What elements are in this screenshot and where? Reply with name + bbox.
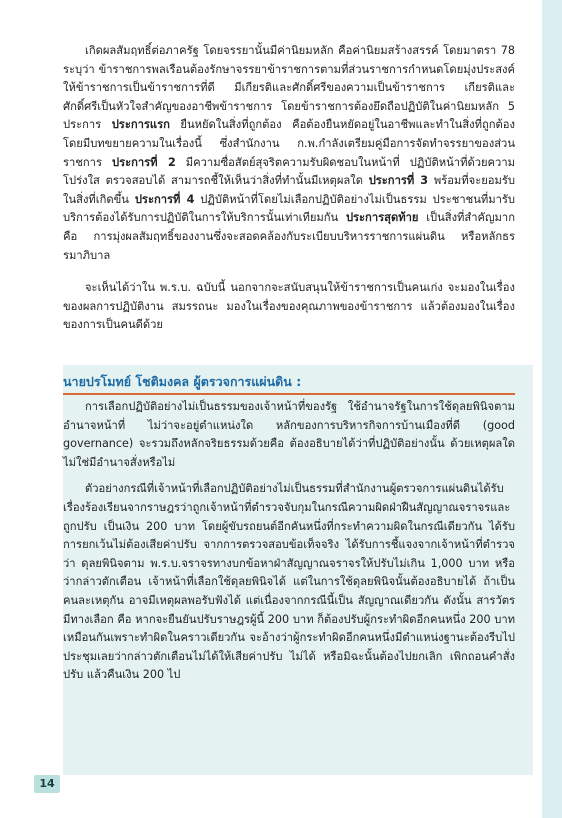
page-edge-strip	[542, 0, 562, 818]
text-segment: ยืนหยัดในสิ่งที่ถูกต้อง คือต้องยืนหยัดอยู่ในอาชีพและทำในสิ่งที่ถูกต้อง โดยมีบทขยายความในเรื่องนี้ ซึ่งสำนักงาน ก.พ.กำลังเตรียมคู่มือการจัดทำจรรยาของส่วนราชการ	[63, 118, 515, 169]
section-paragraph-2: ตัวอย่างกรณีที่เจ้าหน้าที่เลือกปฏิบัติอย่างไม่เป็นธรรมที่สำนักงานผู้ตรวจการแผ่นดินได้รับเรื่องร้องเรียนจากราษฎรว่าถูกเจ้าหน้าที่ตำรวจจับกุมในกรณีความผิดฝ่าฝืนสัญญาณจราจรและถูกปรับ เป็นเงิน 200 บาท โดยผู้ขับรถยนต์อีกคันหนึ่งที่กระทำความผิดในกรณีเดียวกัน ได้รับการยกเว้นไม่ต้องเสียค่าปรับ จากการตรวจสอบข้อเท็จจริง ได้รับการชี้แจงจากเจ้าหน้าที่ตำรวจว่า ดุลยพินิจตาม พ.ร.บ.จราจรทางบกข้อหาฝ่าสัญญาณจราจรให้ปรับไม่เกิน 1,000 บาท หรือว่ากล่าวตักเตือน เจ้าหน้าที่เลือกใช้ดุลยพินิจได้ แต่ในการใช้ดุลยพินิจนั้นต้องอธิบายได้ ถ้าเป็นคนละเหตุกัน อาจมีเหตุผลพอรับฟังได้ แต่เนื่องจากกรณีนี้เป็น สัญญาณเดียวกัน ดังนั้น สารวัตรมีทางเลือก คือ หากจะยืนยันปรับราษฎรผู้นี้ 200 บาท ก็ต้องปรับผู้กระทำผิดอีกคนหนึ่ง 200 บาท เหมือนกันเพราะทำผิดในคราวเดียวกัน จะอ้างว่าผู้กระทำผิดอีกคนหนึ่งมีตำแหน่งฐานะต้องรีบไปประชุมเลยว่ากล่าวตักเตือนไม่ได้ให้เสียค่าปรับ ไม่ได้ หรือมิฉะนั้นต้องไปยกเลิก เพิกถอนคำสั่งปรับ แล้วคืนเงิน 200 ไป	[63, 482, 515, 682]
text-segment: เกิดผลสัมฤทธิ์ต่อภาครัฐ โดยจรรยานั้นมีค่านิยมหลัก คือค่านิยมสร้างสรรค์ โดยมาตรา 78 ระบุว่า ข้าราชการพลเรือนต้องรักษาจรรยาข้าราชการตามที่ส่วนราชการกำหนดโดยมุ่งประสงค์ให้ข้าราชการเป็นข้าราชการที่ดี มีเกียรติและศักดิ์ศรีของความเป็นข้าราชการ เกียรติและศักดิ์ศรีเป็นหัวใจสำคัญของอาชีพข้าราชการ โดยข้าราชการต้องยึดถือปฏิบัติในค่านิยมหลัก 5 ประการ	[63, 44, 515, 132]
text-segment-bold: ประการแรก	[111, 118, 170, 132]
text-segment: จะเห็นได้ว่าใน พ.ร.บ. ฉบับนี้ นอกจากจะสนับสนุนให้ข้าราชการเป็นคนเก่ง จะมองในเรื่องของผลการปฏิบัติงาน สมรรถนะ มองในเรื่องของคุณภาพของข้าราชการ แล้วต้องมองในเรื่องของการเป็นคนดีด้วย	[63, 281, 515, 332]
text-segment: เป็นสิ่งที่สำคัญมาก คือ การมุ่งผลสัมฤทธิ์ของงานซึ่งจะสอดคล้องกับระเบียบบริหารราชการแผ่นดิน หรือหลักธรรมาภิบาล	[63, 211, 515, 262]
body-paragraph-1	[63, 42, 515, 265]
main-text	[63, 42, 515, 335]
text-segment: มีความซื่อสัตย์สุจริตความรับผิดชอบในหน้าที่ ปฏิบัติหน้าที่ด้วยความโปร่งใส ตรวจสอบได้ สามารถชี้ให้เห็นว่าสิ่งที่ทำนั้นมีเหตุผลใด	[63, 155, 515, 188]
section-body	[63, 398, 515, 685]
speaker-role: ผู้ตรวจการแผ่นดิน :	[193, 374, 302, 389]
text-segment-bold: ประการที่ 4	[134, 192, 195, 206]
text-segment: พร้อมที่จะยอมรับในสิ่งที่เกิดขึ้น	[63, 174, 515, 206]
text-segment-bold: ประการที่ 3	[368, 174, 429, 188]
speaker-name: นายปรโมทย์ โชติมงคล	[63, 374, 190, 389]
text-segment: ปฏิบัติหน้าที่โดยไม่เลือกปฏิบัติอย่างไม่เป็นธรรม ประชาชนที่มารับบริการต้องได้รับการปฏิบัติในการให้บริการนั้นเท่าเทียมกัน	[63, 192, 515, 225]
text-segment-bold: ประการสุดท้าย	[345, 211, 419, 225]
section-paragraph-1: การเลือกปฏิบัติอย่างไม่เป็นธรรมของเจ้าหน้าที่ของรัฐ ใช้อำนาจรัฐในการใช้ดุลยพินิจตามอำนาจหน้าที่ ไม่ว่าจะอยู่ตำแหน่งใด หลักของการบริหารกิจการบ้านเมืองที่ดี (good governance) จะรวมถึงหลักจริยธรรมด้วยคือ ต้องอธิบายได้ว่าที่ปฏิบัติอย่างนั้น ด้วยเหตุผลใด ไม่ใช่มีอำนาจสั่งหรือไม่	[63, 400, 515, 469]
section-rule	[63, 393, 515, 395]
body-paragraph-2	[63, 279, 515, 335]
text-segment-bold: ประการที่ 2	[112, 155, 176, 169]
page-number: 14	[34, 775, 60, 793]
section-heading	[63, 373, 515, 391]
